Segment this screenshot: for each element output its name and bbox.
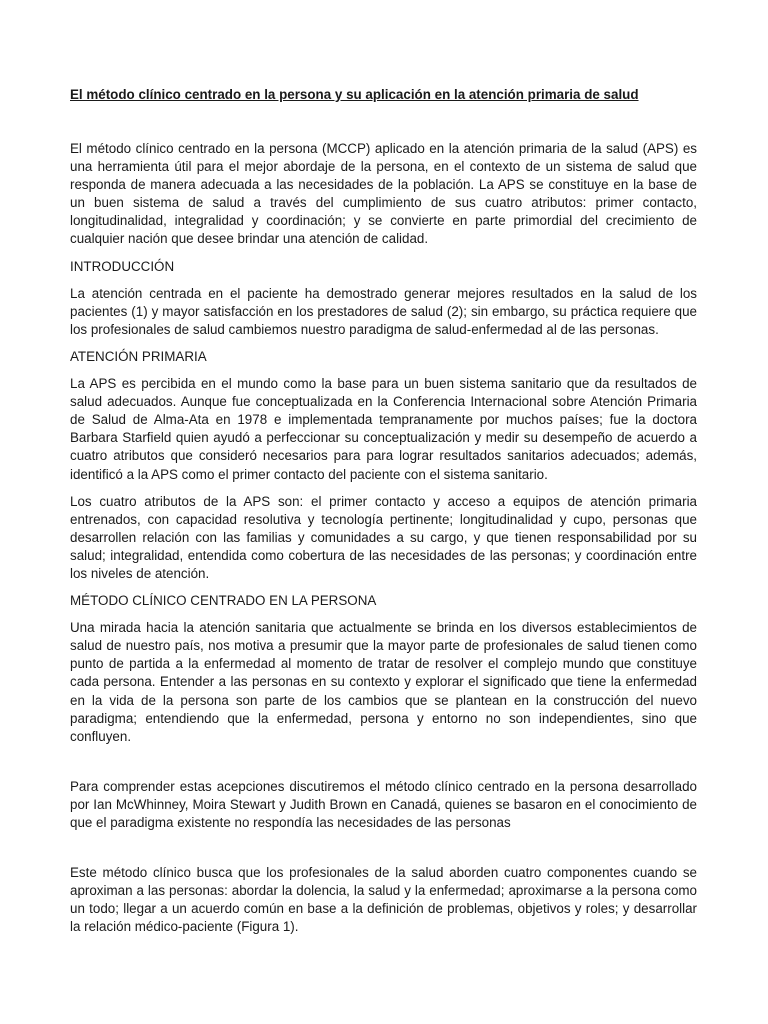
metodo-clinico-paragraph-3: Este método clínico busca que los profesionales de la salud aborden cuatro componentes cuando se aproximan a las personas: abordar la dolencia, la salud y la enfermedad; aproximarse a la persona como un todo; llegar a un acuerdo común en base a la definición de problemas, objetivos y roles; y desarrollar la relación médico-paciente (Figura 1).	[70, 865, 697, 935]
section-heading-atencion-primaria: ATENCIÓN PRIMARIA	[70, 348, 207, 364]
section-heading-metodo-clinico: MÉTODO CLÍNICO CENTRADO EN LA PERSONA	[70, 593, 377, 609]
metodo-clinico-paragraph-2: Para comprender estas acepciones discutiremos el método clínico centrado en la persona desarrollado por Ian McWhinney, Moira Stewart y Judith Brown en Canadá, quienes se basaron en el conocimiento de que el paradigma existente no respondía las necesidades de las personas	[70, 778, 697, 830]
document-title: El método clínico centrado en la persona y su aplicación en la atención primaria de salud	[70, 87, 639, 102]
introduccion-paragraph: La atención centrada en el paciente ha demostrado generar mejores resultados en la salud de los pacientes (1) y mayor satisfacción en los prestadores de salud (2); sin embargo, su práctica requiere que los profesionales de salud cambiemos nuestro paradigma de salud-enfermedad al de las personas.	[70, 285, 697, 337]
atencion-primaria-paragraph-2: Los cuatro atributos de la APS son: el primer contacto y acceso a equipos de atención primaria entrenados, con capacidad resolutiva y tecnología pertinente; longitudinalidad y cupo, personas que desarrollen relación con las familias y comunidades a su cargo, y que tienen responsabilidad por su salud; integralidad, entendida como cobertura de las necesidades de las personas; y coordinación entre los niveles de atención.	[70, 493, 697, 581]
paragraph-spacer	[70, 755, 697, 778]
atencion-primaria-paragraph-1: La APS es percibida en el mundo como la base para un buen sistema sanitario que da resultados de salud adecuados. Aunque fue conceptualizada en la Conferencia Internacional sobre Atención Primaria de Salud de Alma-Ata en 1978 e implementada tempranamente por muchos países; fue la doctora Barbara Starfield quien ayudó a perfeccionar su conceptualización y medir su desempeño de acuerdo a cuatro atributos que consideró necesarios para para lograr resultados sanitarios adecuados; además, identificó a la APS como el primer contacto del paciente con el sistema sanitario.	[70, 376, 697, 482]
metodo-clinico-paragraph-1: Una mirada hacia la atención sanitaria que actualmente se brinda en los diversos establecimientos de salud de nuestro país, nos motiva a presumir que la mayor parte de profesionales de salud tienen como punto de partida a la enfermedad al momento de tratar de resolver el complejo mundo que constituye cada persona. Entender a las personas en su contexto y explorar el significado que tiene la enfermedad en la vida de la persona son parte de los cambios que se plantean en la construcción del nuevo paradigma; entendiendo que la enfermedad, persona y entorno no son independientes, sino que confluyen.	[70, 620, 697, 744]
intro-paragraph: El método clínico centrado en la persona (MCCP) aplicado en la atención primaria de la salud (APS) es una herramienta útil para el mejor abordaje de la persona, en el contexto de un sistema de salud que responda de manera adecuada a las necesidades de la población. La APS se constituye en la base de un buen sistema de salud a través del cumplimiento de sus cuatro atributos: primer contacto, longitudinalidad, integralidad y coordinación; y se convierte en parte primordial del crecimiento de cualquier nación que desee brindar una atención de calidad.	[70, 141, 697, 247]
section-heading-introduccion: INTRODUCCIÓN	[70, 258, 175, 274]
paragraph-spacer	[70, 841, 697, 864]
